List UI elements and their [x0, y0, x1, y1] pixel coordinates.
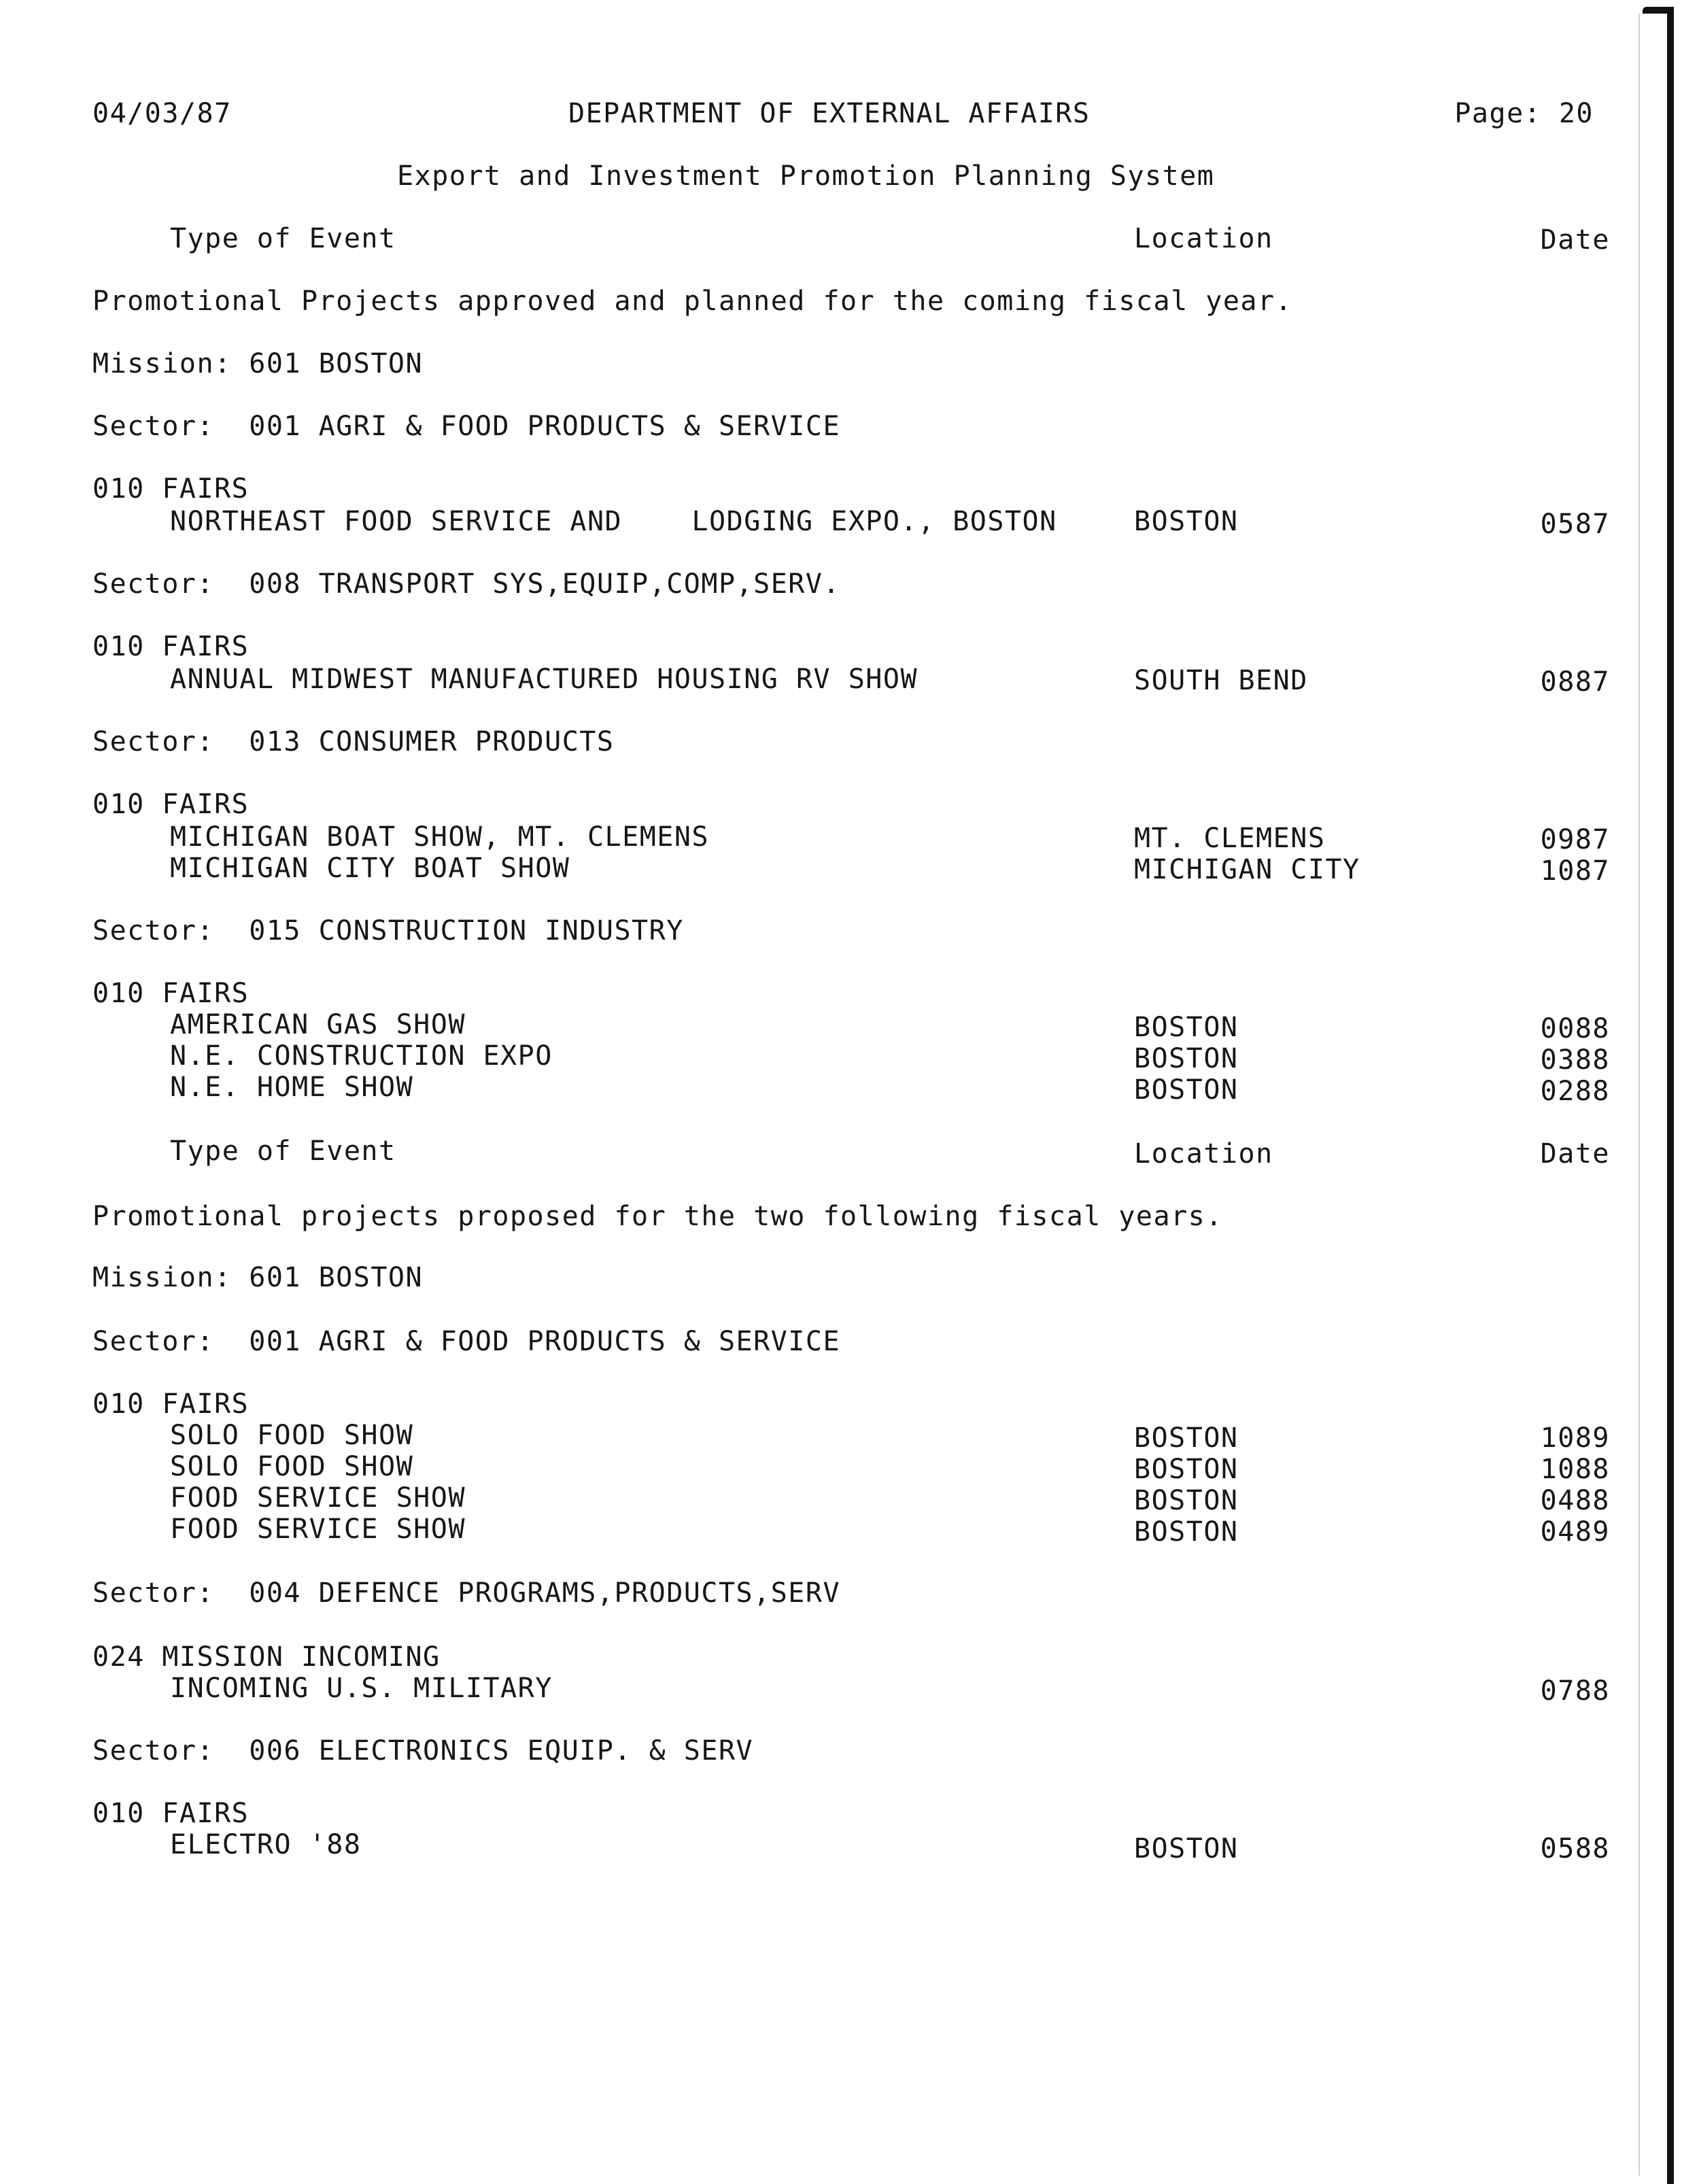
- event-location: BOSTON: [1134, 1012, 1239, 1043]
- event-date: 1089: [1540, 1422, 1610, 1454]
- sector-label: Sector: 015 CONSTRUCTION INDUSTRY: [92, 915, 684, 946]
- column-header-date: Date: [1540, 224, 1610, 256]
- section-intro: Promotional Projects approved and planned for the coming fiscal year.: [92, 286, 1293, 317]
- event-date: 0388: [1540, 1044, 1610, 1076]
- event-date: 0788: [1540, 1675, 1610, 1707]
- event-date: 0587: [1540, 509, 1610, 540]
- sector-label: Sector: 004 DEFENCE PROGRAMS,PRODUCTS,SERV: [92, 1577, 841, 1609]
- event-date: 0887: [1540, 666, 1610, 698]
- sector-label: Sector: 013 CONSUMER PRODUCTS: [92, 726, 615, 757]
- event-date: 1088: [1540, 1454, 1610, 1485]
- sector-label: Sector: 008 TRANSPORT SYS,EQUIP,COMP,SERV.: [92, 568, 841, 600]
- sector-label: Sector: 001 AGRI & FOOD PRODUCTS & SERVICE: [92, 1326, 841, 1357]
- event-name: N.E. HOME SHOW: [170, 1072, 414, 1103]
- event-location: BOSTON: [1134, 1833, 1239, 1864]
- category-label: 010 FAIRS: [92, 789, 250, 820]
- event-location: BOSTON: [1134, 506, 1239, 537]
- event-name: AMERICAN GAS SHOW: [170, 1009, 466, 1040]
- event-name: ELECTRO '88: [170, 1829, 362, 1860]
- event-date: 0489: [1540, 1516, 1610, 1548]
- event-location: BOSTON: [1134, 1074, 1239, 1106]
- event-name: FOOD SERVICE SHOW: [170, 1482, 466, 1514]
- system-title: Export and Investment Promotion Planning System: [397, 160, 1215, 192]
- column-header-event: Type of Event: [170, 1136, 396, 1167]
- event-date: 0588: [1540, 1833, 1610, 1864]
- event-location: BOSTON: [1134, 1043, 1239, 1074]
- event-date: 0987: [1540, 824, 1610, 855]
- event-name: MICHIGAN BOAT SHOW, MT. CLEMENS: [170, 821, 710, 853]
- event-name: FOOD SERVICE SHOW: [170, 1514, 466, 1545]
- event-name: SOLO FOOD SHOW: [170, 1420, 414, 1451]
- event-location: BOSTON: [1134, 1516, 1239, 1548]
- event-name: N.E. CONSTRUCTION EXPO: [170, 1040, 553, 1072]
- scan-edge-border: [1667, 7, 1674, 2184]
- category-label: 010 FAIRS: [92, 978, 250, 1009]
- category-label: 010 FAIRS: [92, 1798, 250, 1829]
- column-header-date: Date: [1540, 1138, 1610, 1170]
- mission-label: Mission: 601 BOSTON: [92, 1262, 424, 1293]
- category-label: 010 FAIRS: [92, 631, 250, 662]
- event-location: BOSTON: [1134, 1485, 1239, 1516]
- event-name: SOLO FOOD SHOW: [170, 1451, 414, 1482]
- report-date: 04/03/87: [92, 98, 232, 129]
- column-header-event: Type of Event: [170, 223, 396, 254]
- event-location: SOUTH BEND: [1134, 665, 1308, 696]
- page-number: Page: 20: [1454, 98, 1594, 129]
- sector-label: Sector: 006 ELECTRONICS EQUIP. & SERV: [92, 1735, 754, 1767]
- event-date: 0088: [1540, 1013, 1610, 1044]
- event-name: MICHIGAN CITY BOAT SHOW: [170, 853, 570, 884]
- column-header-location: Location: [1134, 1138, 1273, 1170]
- scan-edge-shadow: [1638, 14, 1640, 2176]
- event-name: INCOMING U.S. MILITARY: [170, 1673, 553, 1704]
- mission-label: Mission: 601 BOSTON: [92, 348, 424, 379]
- category-label: 010 FAIRS: [92, 1388, 250, 1420]
- scan-edge-corner: [1643, 7, 1674, 14]
- column-header-location: Location: [1134, 223, 1273, 254]
- event-location: MICHIGAN CITY: [1134, 854, 1360, 885]
- sector-label: Sector: 001 AGRI & FOOD PRODUCTS & SERVICE: [92, 411, 841, 442]
- event-date: 0288: [1540, 1076, 1610, 1107]
- event-date: 0488: [1540, 1485, 1610, 1516]
- category-label: 024 MISSION INCOMING: [92, 1641, 441, 1673]
- category-label: 010 FAIRS: [92, 473, 250, 505]
- event-location: BOSTON: [1134, 1454, 1239, 1485]
- section-intro: Promotional projects proposed for the two following fiscal years.: [92, 1201, 1223, 1232]
- event-name: ANNUAL MIDWEST MANUFACTURED HOUSING RV SHOW: [170, 664, 919, 695]
- event-date: 1087: [1540, 855, 1610, 887]
- event-name: NORTHEAST FOOD SERVICE AND LODGING EXPO., BOSTON: [170, 506, 1057, 537]
- event-location: MT. CLEMENS: [1134, 823, 1326, 854]
- event-location: BOSTON: [1134, 1422, 1239, 1454]
- department-title: DEPARTMENT OF EXTERNAL AFFAIRS: [568, 98, 1091, 129]
